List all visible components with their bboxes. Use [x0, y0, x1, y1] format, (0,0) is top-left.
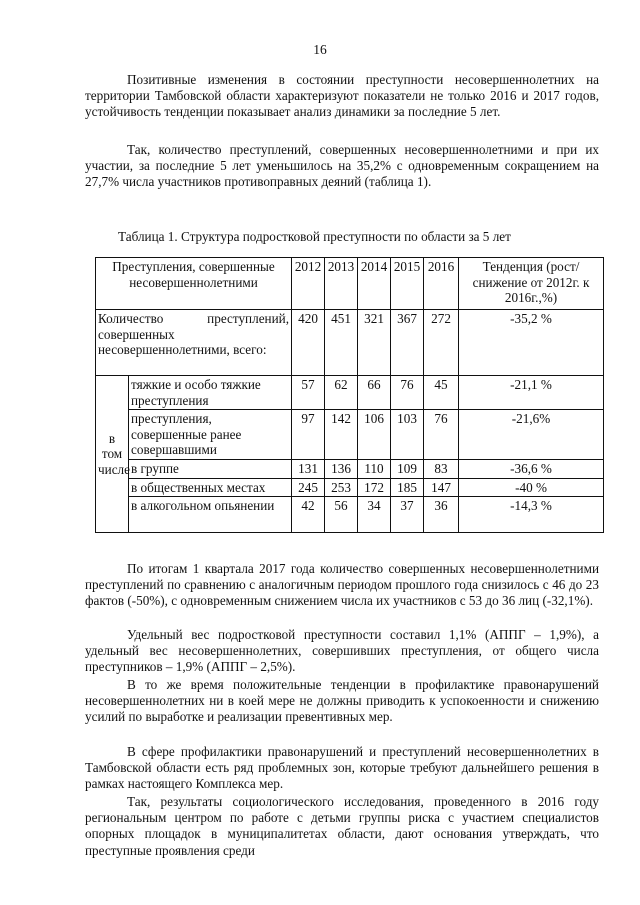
header-year: 2014: [358, 258, 391, 310]
cell-value: 272: [424, 310, 459, 376]
cell-value: 245: [292, 478, 325, 497]
cell-value: 36: [424, 497, 459, 533]
table-row: [96, 478, 604, 497]
cell-value: 136: [325, 460, 358, 479]
cell-trend: -40 %: [459, 478, 604, 497]
cell-value: 253: [325, 478, 358, 497]
row-label: преступления, совершенные ранее совершавшими: [129, 410, 292, 460]
row-label-total: Количество преступлений, совершенных несовершеннолетними, всего:: [96, 310, 292, 376]
cell-trend: -35,2 %: [459, 310, 604, 376]
table-header-row: [96, 258, 604, 310]
cell-value: 45: [424, 376, 459, 410]
cell-value: 76: [391, 376, 424, 410]
cell-value: 142: [325, 410, 358, 460]
cell-value: 451: [325, 310, 358, 376]
paragraph-research: Так, результаты социологического исследования, проведенного в 2016 году региональным центром по работе с детьми группы риска с участием специалистов опорных площадок в муниципалитетах области, дают основания утверждать, что преступные проявления среди: [85, 794, 599, 858]
cell-value: 321: [358, 310, 391, 376]
paragraph-trends: В то же время положительные тенденции в профилактике правонарушений несовершеннолетних ни в коей мере не должны приводить к успокоенности и снижению усилий по выработке и реализации превентивных мер.: [85, 677, 599, 725]
cell-value: 131: [292, 460, 325, 479]
table-row: [96, 460, 604, 479]
paragraph-summary: Так, количество преступлений, совершенных несовершеннолетними и при их участии, за последние 5 лет уменьшилось на 35,2% с одновременным сокращением на 27,7% числа участников противоправных деяний (таблица 1).: [85, 142, 599, 190]
cell-trend: -14,3 %: [459, 497, 604, 533]
header-year: 2016: [424, 258, 459, 310]
cell-value: 110: [358, 460, 391, 479]
cell-trend: -21,6%: [459, 410, 604, 460]
cell-value: 34: [358, 497, 391, 533]
table-title: Таблица 1. Структура подростковой преступности по области за 5 лет: [118, 229, 511, 244]
group-label: в том числе: [96, 376, 129, 533]
cell-value: 62: [325, 376, 358, 410]
cell-value: 147: [424, 478, 459, 497]
paragraph-intro: Позитивные изменения в состоянии преступности несовершеннолетних на территории Тамбовской области характеризуют показатели не только 2016 и 2017 годов, устойчивость тенденции показывает анализ динамики за последние 5 лет.: [85, 72, 599, 120]
row-label: в алкогольном опьянении: [129, 497, 292, 533]
cell-value: 37: [391, 497, 424, 533]
cell-value: 103: [391, 410, 424, 460]
cell-trend: -21,1 %: [459, 376, 604, 410]
header-year: 2012: [292, 258, 325, 310]
cell-value: 66: [358, 376, 391, 410]
table-row: [96, 497, 604, 533]
paragraph-problem-zones: В сфере профилактики правонарушений и преступлений несовершеннолетних в Тамбовской области есть ряд проблемных зон, которые требуют дальнейшего решения в рамках настоящего Комплекса мер.: [85, 744, 599, 792]
header-year: 2013: [325, 258, 358, 310]
cell-value: 57: [292, 376, 325, 410]
table-row: [96, 410, 604, 460]
cell-value: 367: [391, 310, 424, 376]
cell-value: 76: [424, 410, 459, 460]
header-year: 2015: [391, 258, 424, 310]
page-number: 16: [313, 42, 327, 57]
crime-structure-table: [95, 257, 604, 533]
cell-value: 56: [325, 497, 358, 533]
cell-value: 106: [358, 410, 391, 460]
cell-value: 42: [292, 497, 325, 533]
table-row: [96, 376, 604, 410]
cell-value: 109: [391, 460, 424, 479]
row-label: в группе: [129, 460, 292, 479]
table-row: [96, 310, 604, 376]
cell-value: 97: [292, 410, 325, 460]
paragraph-q1-2017: По итогам 1 квартала 2017 года количество совершенных несовершеннолетними преступлений по сравнению с аналогичным периодом прошлого года снизилось с 46 до 23 фактов (-50%), с одновременным снижением числа их участников с 53 до 36 лиц (-32,1%).: [85, 561, 599, 609]
header-trend: Тенденция (рост/снижение от 2012г. к 2016г.,%): [459, 258, 604, 310]
cell-trend: -36,6 %: [459, 460, 604, 479]
paragraph-share: Удельный вес подростковой преступности составил 1,1% (АППГ – 1,9%), а удельный вес несовершеннолетних, совершивших преступления, от общего числа преступников – 1,9% (АППГ – 2,5%).: [85, 627, 599, 675]
cell-value: 420: [292, 310, 325, 376]
row-label: тяжкие и особо тяжкие преступления: [129, 376, 292, 410]
cell-value: 185: [391, 478, 424, 497]
cell-value: 83: [424, 460, 459, 479]
header-label: Преступления, совершенные несовершеннолетними: [96, 258, 292, 310]
row-label: в общественных местах: [129, 478, 292, 497]
cell-value: 172: [358, 478, 391, 497]
